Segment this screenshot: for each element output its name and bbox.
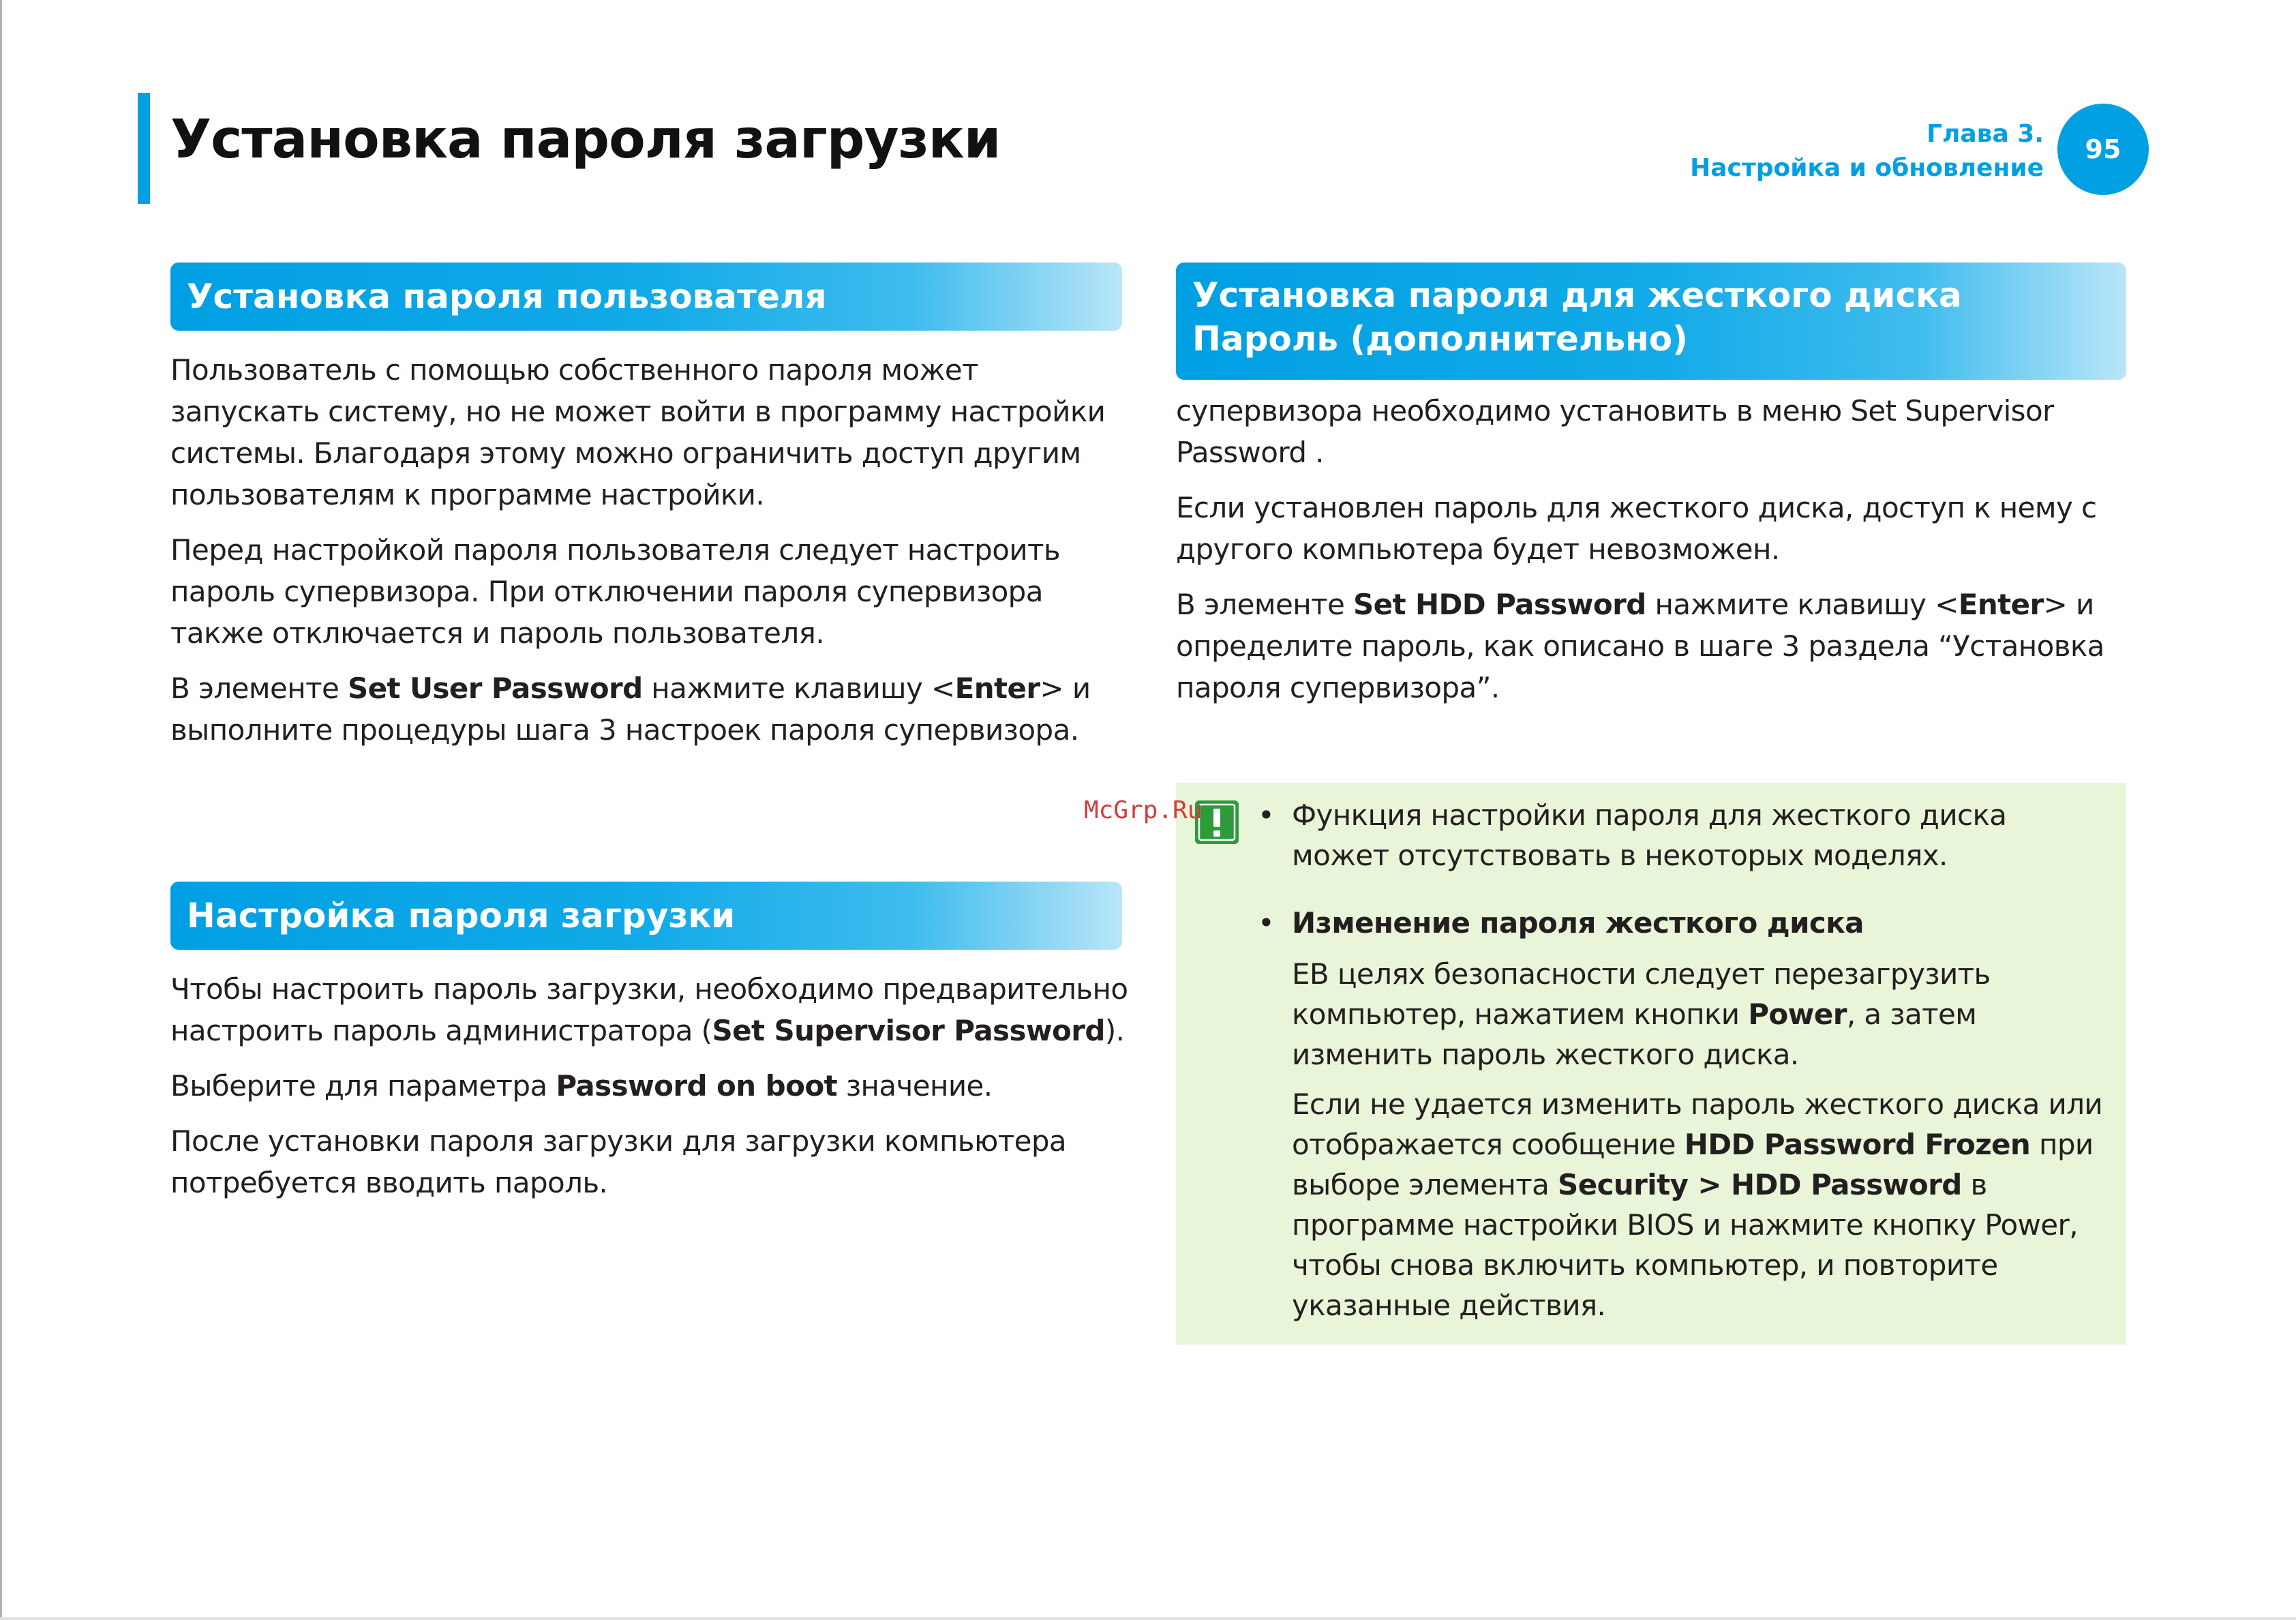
message-name: HDD Password Frozen xyxy=(1684,1128,2031,1161)
paragraph xyxy=(170,1065,1132,1107)
chapter-label xyxy=(1690,117,2044,185)
title-accent-bar xyxy=(138,93,150,204)
text-run: в программе настройки BIOS и нажмите кнопку Power, чтобы снова включить компьютер, и повторите указанные действия. xyxy=(1292,1168,2078,1322)
watermark: McGrp.Ru xyxy=(1084,796,1203,824)
text-run: при выборе элемента xyxy=(1292,1128,2094,1201)
paragraph xyxy=(1176,584,2151,708)
menu-item-name: Set HDD Password xyxy=(1353,588,1646,621)
section-heading-user-password: Установка пароля пользователя xyxy=(170,262,1122,331)
bullet: • xyxy=(1258,798,1275,832)
section-body-boot-password xyxy=(170,968,1132,1217)
page-number-badge: 95 xyxy=(2057,104,2149,195)
parameter-name: Password on boot xyxy=(556,1069,838,1102)
paragraph: Перед настройкой пароля пользователя следует настроить пароль супервизора. При отключении пароля супервизора также отключается и пароль пользователя. xyxy=(170,533,1061,650)
paragraph: супервизора необходимо установить в меню Set Supervisor Password . xyxy=(1176,394,2054,469)
text-run: В элементе xyxy=(170,672,348,705)
page-title: Установка пароля загрузки xyxy=(170,109,1001,170)
menu-item-name: Set User Password xyxy=(347,672,643,705)
section-body-user-password xyxy=(170,349,1132,764)
text-run: , а затем изменить пароль жесткого диска. xyxy=(1292,997,1977,1071)
section-heading-hdd-password: Установка пароля для жесткого диска Пароль (дополнительно) xyxy=(1176,262,2126,380)
text-run: нажмите клавишу < xyxy=(642,672,955,705)
note-content xyxy=(1258,795,2110,1325)
text-run: > и выполните процедуры шага 3 настроек пароля супервизора. xyxy=(170,672,1091,747)
button-name: Power xyxy=(1748,997,1847,1031)
chapter-title: Настройка и обновление xyxy=(1690,154,2044,182)
note-item xyxy=(1258,795,2110,875)
page-bottom-edge xyxy=(0,1617,2296,1620)
text-run: Чтобы настроить пароль загрузки, необходимо предварительно настроить пароль администратора ( xyxy=(170,972,1128,1047)
section-heading-boot-password: Настройка пароля загрузки xyxy=(170,882,1122,950)
paragraph: После установки пароля загрузки для загрузки компьютера потребуется вводить пароль. xyxy=(170,1124,1067,1199)
note-paragraph xyxy=(1292,1084,2110,1325)
text-run: Если не удается изменить пароль жесткого диска или отображается сообщение xyxy=(1292,1088,2103,1161)
paragraph xyxy=(170,668,1132,751)
text-run: В элементе xyxy=(1176,588,1353,621)
paragraph: Пользователь с помощью собственного пароля может запускать систему, но не может войти в программу настройки системы. Благодаря этому можно ограничить доступ другим пользователям к программе настройки. xyxy=(170,353,1106,511)
chapter-number: Глава 3. xyxy=(1927,120,2044,148)
text-run: значение. xyxy=(837,1069,993,1102)
bullet: • xyxy=(1258,906,1275,940)
key-name: Enter xyxy=(954,672,1040,705)
menu-path: Security > HDD Password xyxy=(1558,1168,1962,1201)
key-name: Enter xyxy=(1958,588,2044,621)
text-run: ). xyxy=(1104,1014,1125,1047)
note-subheading xyxy=(1292,903,2110,943)
note-paragraph: Функция настройки пароля для жесткого диска может отсутствовать в некоторых моделях. xyxy=(1292,798,2007,872)
section-body-hdd-password xyxy=(1176,390,2151,722)
note-paragraph xyxy=(1292,954,2110,1075)
page-left-edge xyxy=(0,0,2,1620)
text-run: Выберите для параметра xyxy=(170,1069,556,1102)
text-run: > и определите пароль, как описано в шаге 3 раздела “Установка пароля супервизора”. xyxy=(1176,588,2104,704)
paragraph xyxy=(170,968,1132,1051)
note-subheading-text: Изменение пароля жесткого диска xyxy=(1292,906,1864,940)
text-run: нажмите клавишу < xyxy=(1646,588,1959,621)
paragraph: Если установлен пароль для жесткого диска, доступ к нему с другого компьютера будет невозможен. xyxy=(1176,491,2097,566)
text-run: EВ целях безопасности следует перезагрузить компьютер, нажатием кнопки xyxy=(1292,957,1991,1031)
menu-item-name: Set Supervisor Password xyxy=(712,1014,1105,1047)
note-item xyxy=(1258,903,2110,1325)
